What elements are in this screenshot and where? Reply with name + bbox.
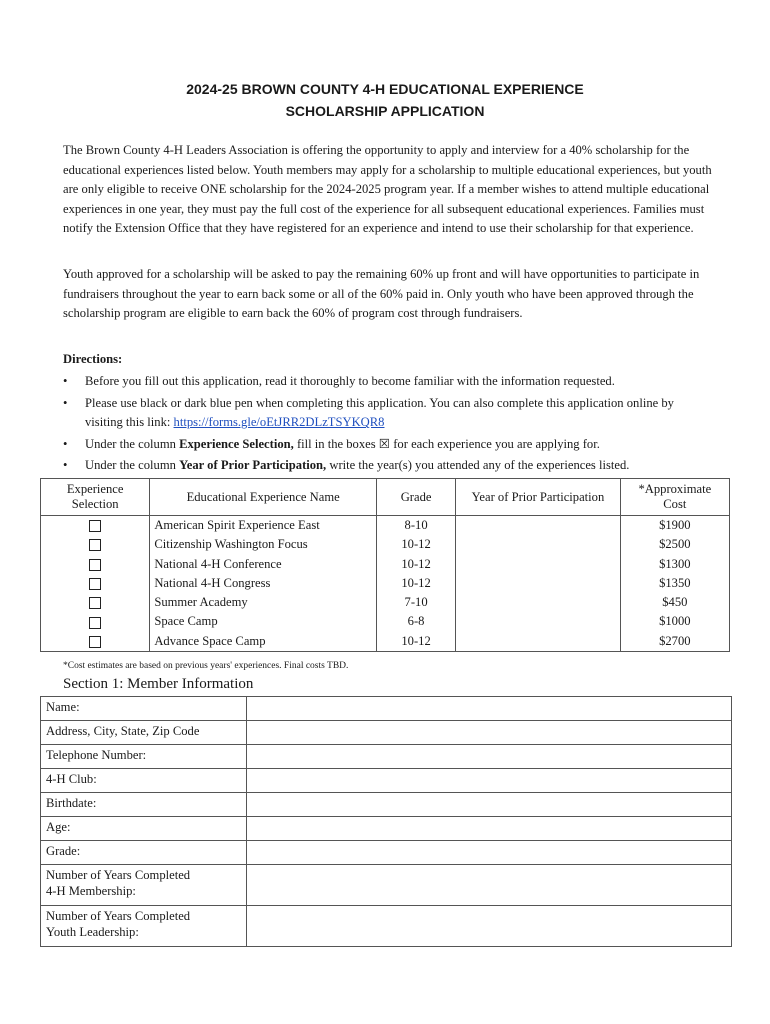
experience-name: Space Camp (150, 612, 377, 631)
member-info-row (41, 793, 732, 817)
member-field-input[interactable] (247, 865, 732, 906)
experience-select-cell (41, 516, 150, 536)
experience-select-cell (41, 612, 150, 631)
member-field-label: Name: (41, 697, 247, 721)
member-field-input[interactable] (247, 906, 732, 947)
year-prior-field[interactable] (456, 555, 620, 574)
directions-item-text: fill in the boxes ☒ for each experience you are applying for. (293, 436, 600, 451)
payment-paragraph: Youth approved for a scholarship will be asked to pay the remaining 60% up front and will have opportunities to participate in fundraisers throughout the year to earn back some or all of the 60% paid in. Only youth who have been approved through the scholarship program are eligible to earn back the 60% of program cost through fundraisers. (63, 267, 700, 321)
member-info-row (41, 745, 732, 769)
member-field-label: Number of Years Completed Youth Leadership: (41, 906, 247, 947)
year-prior-field[interactable] (456, 516, 620, 536)
year-prior-field[interactable] (456, 593, 620, 612)
experience-table (40, 478, 730, 652)
experience-row (41, 632, 730, 652)
directions-list (63, 372, 713, 478)
bullet-icon: • (63, 374, 68, 388)
year-prior-field[interactable] (456, 535, 620, 554)
member-field-input[interactable] (247, 745, 732, 769)
member-field-label: Telephone Number: (41, 745, 247, 769)
member-field-label: Grade: (41, 841, 247, 865)
directions-item-text: Before you fill out this application, read it thoroughly to become familiar with the information requested. (85, 374, 615, 388)
header-grade: Grade (376, 479, 455, 516)
directions-item (63, 372, 713, 392)
experience-name: Summer Academy (150, 593, 377, 612)
bullet-icon: • (63, 395, 68, 410)
experience-table-body (41, 516, 730, 652)
experience-grade: 6-8 (376, 612, 455, 631)
checkbox[interactable] (89, 539, 101, 551)
directions-item-text: Under the column (85, 458, 180, 473)
experience-row (41, 555, 730, 574)
year-prior-field[interactable] (456, 612, 620, 631)
experience-name: National 4-H Conference (150, 555, 377, 574)
experience-cost: $2700 (620, 632, 729, 652)
directions-item (63, 394, 713, 433)
checkbox[interactable] (89, 617, 101, 629)
member-field-input[interactable] (247, 721, 732, 745)
experience-name: National 4-H Congress (150, 574, 377, 593)
document-title-line1: 2024-25 BROWN COUNTY 4-H EDUCATIONAL EXPERIENCE (186, 81, 584, 97)
experience-select-cell (41, 555, 150, 574)
experience-grade: 8-10 (376, 516, 455, 536)
experience-row (41, 535, 730, 554)
experience-name: American Spirit Experience East (150, 516, 377, 536)
experience-row (41, 612, 730, 631)
experience-cost: $1000 (620, 612, 729, 631)
member-info-row (41, 841, 732, 865)
experience-grade: 10-12 (376, 555, 455, 574)
experience-select-cell (41, 535, 150, 554)
experience-cost: $1300 (620, 555, 729, 574)
checkbox[interactable] (89, 578, 101, 590)
experience-name: Citizenship Washington Focus (150, 535, 377, 554)
member-info-row (41, 865, 732, 906)
directions-item-text: write the year(s) you attended any of the experiences listed. (326, 458, 630, 473)
directions-item-bold: Experience Selection, (179, 436, 294, 451)
document-title-line2: SCHOLARSHIP APPLICATION (285, 103, 485, 119)
experience-row (41, 574, 730, 593)
experience-select-cell (41, 593, 150, 612)
directions-item-bold: Year of Prior Participation, (179, 458, 327, 473)
member-field-input[interactable] (247, 817, 732, 841)
member-info-row (41, 906, 732, 947)
member-field-label: Age: (41, 817, 247, 841)
cost-footnote: *Cost estimates are based on previous years' experiences. Final costs TBD. (63, 661, 349, 671)
member-info-body (41, 697, 732, 947)
experience-row (41, 593, 730, 612)
member-field-input[interactable] (247, 697, 732, 721)
experience-select-cell (41, 574, 150, 593)
directions-item (63, 456, 713, 476)
member-field-input[interactable] (247, 793, 732, 817)
member-info-row (41, 817, 732, 841)
member-field-input[interactable] (247, 841, 732, 865)
header-experience-selection: Experience Selection (41, 479, 150, 516)
experience-grade: 10-12 (376, 574, 455, 593)
experience-table-header (41, 479, 730, 516)
member-info-table (40, 696, 732, 947)
online-form-link[interactable]: https://forms.gle/oEtJRR2DLzTSYKQR8 (173, 415, 385, 430)
checkbox[interactable] (89, 520, 101, 532)
member-field-label: Address, City, State, Zip Code (41, 721, 247, 745)
experience-cost: $1350 (620, 574, 729, 593)
directions-item-text: Please use black or dark blue pen when completing this application. You can also complete this application online by visiting this link: (85, 395, 674, 430)
experience-row (41, 516, 730, 536)
experience-cost: $1900 (620, 516, 729, 536)
experience-grade: 10-12 (376, 632, 455, 652)
member-field-label: Birthdate: (41, 793, 247, 817)
bullet-icon: • (63, 458, 68, 473)
directions-heading: Directions: (63, 352, 123, 366)
checkbox[interactable] (89, 636, 101, 648)
header-approx-cost: *Approximate Cost (620, 479, 729, 516)
member-field-label: 4-H Club: (41, 769, 247, 793)
member-info-row (41, 721, 732, 745)
intro-paragraph: The Brown County 4-H Leaders Association is offering the opportunity to apply and interview for a 40% scholarship for the educational experiences listed below. Youth members may apply for a scholarship to multiple educational experiences, but youth are only eligible to receive ONE scholarship for the 2024-2025 program year. If a member wishes to attend multiple educational experiences in one year, they must pay the full cost of the experience for all subsequent educational experiences. Families must notify the Extension Office that they have registered for an experience and intend to use their scholarship for that experience. (63, 143, 712, 236)
member-info-row (41, 769, 732, 793)
member-info-row (41, 697, 732, 721)
header-year-prior: Year of Prior Participation (456, 479, 620, 516)
experience-select-cell (41, 632, 150, 652)
directions-item-text: Under the column (85, 436, 180, 451)
experience-cost: $450 (620, 593, 729, 612)
section1-title: Section 1: Member Information (63, 676, 254, 692)
member-field-label: Number of Years Completed 4-H Membership: (41, 865, 247, 906)
bullet-icon: • (63, 436, 68, 451)
experience-name: Advance Space Camp (150, 632, 377, 652)
header-experience-name: Educational Experience Name (150, 479, 377, 516)
experience-cost: $2500 (620, 535, 729, 554)
checkbox[interactable] (89, 559, 101, 571)
directions-item (63, 435, 713, 455)
year-prior-field[interactable] (456, 632, 620, 652)
member-field-input[interactable] (247, 769, 732, 793)
checkbox[interactable] (89, 597, 101, 609)
experience-grade: 7-10 (376, 593, 455, 612)
year-prior-field[interactable] (456, 574, 620, 593)
experience-grade: 10-12 (376, 535, 455, 554)
